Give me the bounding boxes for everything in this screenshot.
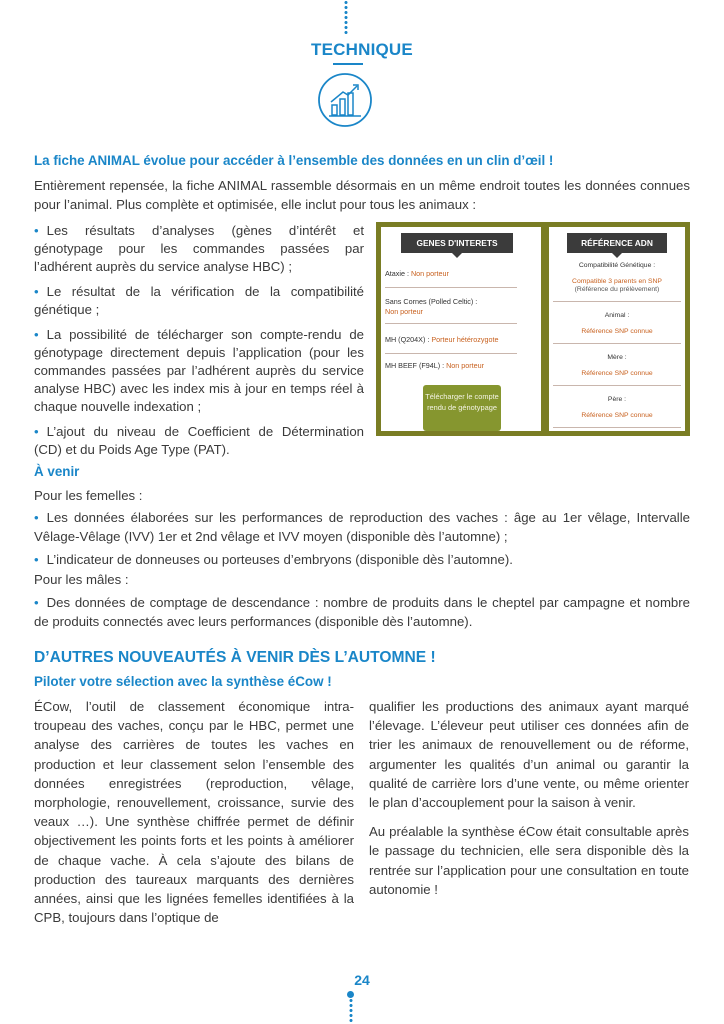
gene-mh-beef: MH BEEF (F94L) : Non porteur <box>385 361 485 370</box>
section-title <box>0 40 724 60</box>
title-underline <box>333 63 363 65</box>
top-dotted-line <box>344 0 348 36</box>
adn-reference-card <box>549 227 685 431</box>
list-item: • La possibilité de télécharger son compte-rendu de génotypage directement depuis l’application (pour les commandes passées par l’adhérent auprès du service analyse HBC) avec les index mis à jour en temps réel à chaque nouvelle indexation ; <box>34 327 364 414</box>
section-title-text: TECHNIQUE <box>311 40 413 59</box>
divider <box>385 287 517 288</box>
list-item: • L’ajout du niveau de Coefficient de Détermination (CD) et du Poids Age Type (PAT). <box>34 424 364 457</box>
list-item: • Des données de comptage de descendance : nombre de produits dans le cheptel par campagne et nombre de produits connectés avec leurs performances (disponible dès l’automne). <box>34 595 690 629</box>
divider <box>385 323 517 324</box>
adn-tab: RÉFÉRENCE ADN <box>567 233 667 253</box>
divider <box>553 427 681 428</box>
intro-paragraph: Entièrement repensée, la fiche ANIMAL rassemble désormais en un même endroit toutes les données connues pour l’animal. Plus complète et optimisée, elle inclut pour tous les animaux : <box>34 178 690 212</box>
list-item: • Le résultat de la vérification de la compatibilité génétique ; <box>34 284 364 317</box>
bullet-icon: • <box>34 595 39 610</box>
column-right <box>369 697 689 909</box>
compat-note: (Référence du prélèvement) <box>574 286 660 293</box>
compat-label: Compatibilité Génétique : <box>578 262 656 269</box>
bullet-icon: • <box>34 510 39 525</box>
gene-mh-q204x: MH (Q204X) : Porteur hétérozygote <box>385 335 499 344</box>
a-venir-heading: À venir <box>34 464 80 479</box>
bullet-icon: • <box>34 327 39 342</box>
bullet-icon: • <box>34 552 39 567</box>
compat-value: Compatible 3 parents en SNP <box>572 278 662 285</box>
pere-value: Référence SNP connue <box>581 412 653 419</box>
femelles-list <box>34 508 690 573</box>
mere-value: Référence SNP connue <box>581 370 653 377</box>
list-item: • Les résultats d’analyses (gènes d’intérêt et génotypage pour les commandes passées par l’adhérent auprès du service analyse HBC) ; <box>34 223 364 274</box>
bullet-icon: • <box>34 424 39 439</box>
bullet-icon: • <box>34 223 39 238</box>
femelles-label: Pour les femelles : <box>34 488 143 503</box>
features-list <box>34 222 364 466</box>
males-label: Pour les mâles : <box>34 572 129 587</box>
bullet-icon: • <box>34 284 39 299</box>
page-number: 24 <box>354 972 370 988</box>
divider <box>553 301 681 302</box>
divider <box>385 353 517 354</box>
males-list <box>34 593 690 635</box>
app-screenshot-panel <box>376 222 690 436</box>
ecow-paragraph-2: qualifier les productions des animaux ayant marqué l’élevage. L’éleveur peut utiliser ces données afin de trier les animaux de renouvellement ou de réforme, argumenter les qualités d’un animal ou garantir la qualité de carrière lors d’une vente, ou même orienter le plan d’accouplement pour la saison à venir. <box>369 699 689 811</box>
divider <box>553 343 681 344</box>
ecow-paragraph-1: ÉCow, l’outil de classement économique intra-troupeau des vaches, conçu par le HBC, permet une analyse des carrières de toutes les vaches en production et leur classement selon l’ensemble des données enregistrées (reproduction, vêlage, morphologie, renouvellement, croissance, survie des veaux …). Une synthèse chiffrée permet de définir objectivement les points forts et les points à améliorer de chaque vache. À cela s’ajoute des bilans de production des taureaux marquants des dernières années, ainsi que les lignées femelles identifiées à la CPB, toujours dans l’optique de <box>34 699 354 926</box>
genes-card <box>381 227 541 431</box>
pere-label: Père : <box>607 396 627 403</box>
intro-heading: La fiche ANIMAL évolue pour accéder à l’ensemble des données en un clin d’œil ! <box>34 153 554 168</box>
nouveautes-subtitle: Piloter votre sélection avec la synthèse éCow ! <box>34 674 332 689</box>
bottom-dotted-line <box>349 993 353 1024</box>
list-item: • Les données élaborées sur les performances de reproduction des vaches : âge au 1er vêlage, Intervalle Vêlage-Vêlage (IVV) 1er et 2nd vêlage et IVV moyen (disponible dès l’automne) ; <box>34 510 690 544</box>
animal-value: Référence SNP connue <box>581 328 653 335</box>
animal-label: Animal : <box>604 312 630 319</box>
ecow-paragraph-3: Au préalable la synthèse éCow était consultable après le passage du technicien, elle sera disponible dès la rentrée sur l’application pour une consultation en toute autonomie ! <box>369 824 689 897</box>
growth-chart-icon <box>317 72 373 128</box>
mere-label: Mère : <box>607 354 627 361</box>
genes-tab: GENES D'INTERETS <box>401 233 513 253</box>
nouveautes-title: D’AUTRES NOUVEAUTÉS À VENIR DÈS L’AUTOMNE ! <box>34 649 436 666</box>
gene-ataxie: Ataxie : Non porteur <box>385 269 449 278</box>
divider <box>553 385 681 386</box>
list-item: • L’indicateur de donneuses ou porteuses d’embryons (disponible dès l’automne). <box>34 552 513 567</box>
column-left <box>34 697 354 937</box>
gene-sans-cornes: Sans Cornes (Polled Celtic) : Non porteur <box>385 297 478 316</box>
download-genotyping-button[interactable]: Télécharger le compte rendu de génotypage <box>423 385 501 431</box>
